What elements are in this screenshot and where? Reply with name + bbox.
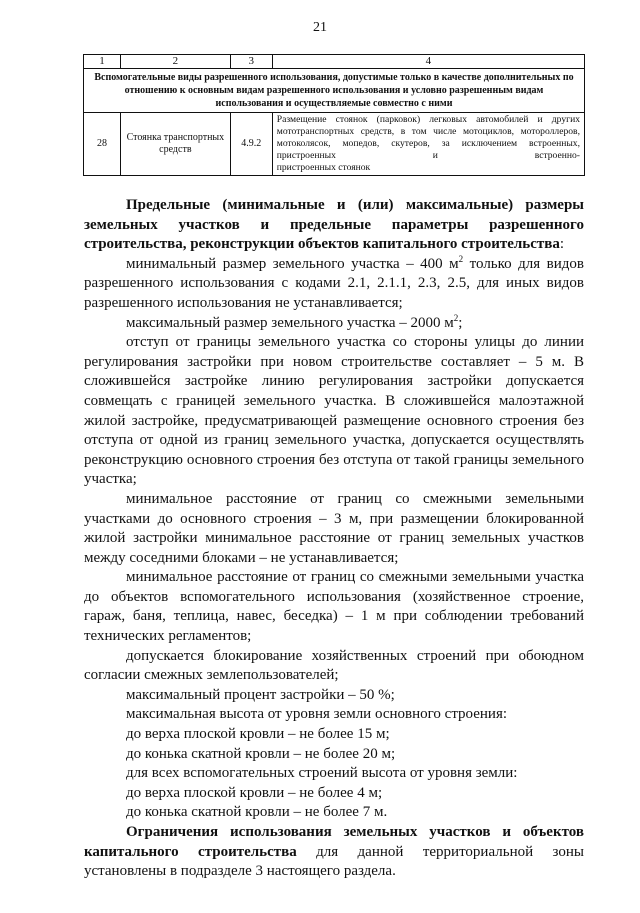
column-header: 4 — [272, 55, 584, 69]
row-number: 28 — [84, 112, 121, 175]
paragraph-flat-roof: до верха плоской кровли – не более 15 м; — [126, 726, 390, 743]
table-section-row — [84, 68, 585, 112]
land-use-table — [83, 54, 585, 176]
description-line: других мототранспортных средств, в том числе мотоциклов, — [276, 113, 580, 137]
table-row — [84, 112, 585, 175]
paragraph-restrictions — [84, 823, 584, 882]
column-header: 3 — [230, 55, 272, 69]
heading-text: Предельные (минимальные и (или) максимальные) размеры земельных участков и предельные параметры разрешенного строительства, реконструкции объектов капитального строительства — [84, 197, 584, 253]
description-line: пристроенных стоянок — [276, 161, 371, 173]
description-line: исключением встроенных, пристроенных и встроенно- — [276, 137, 580, 161]
paragraph-aux-pitched-roof: до конька скатной кровли – не более 7 м. — [126, 804, 388, 821]
section-heading — [84, 196, 584, 255]
text-run: ; — [458, 314, 463, 331]
column-header: 1 — [84, 55, 121, 69]
description-line: Размещение стоянок (парковок) легковых автомобилей и — [276, 113, 543, 125]
text-run: только для видов разрешенного использования с кодами 2.1, 2.1.1, 2.3, 2.5, для иных видов разрешенного использования не устанавливается; — [84, 255, 584, 311]
regulation-text — [84, 196, 584, 882]
use-name: Стоянка транспортных средств — [120, 112, 230, 175]
bold-text: Ограничения использования земельных участков и объектов капитального строительства — [84, 824, 584, 860]
paragraph-max-area — [84, 314, 584, 334]
paragraph-blocking: допускается блокирование хозяйственных строений при обоюдном согласии смежных землепользователей; — [84, 647, 584, 684]
table-header-row — [84, 55, 585, 69]
paragraph-min-area — [84, 255, 584, 314]
use-description — [272, 112, 584, 175]
paragraph-max-height: максимальная высота от уровня земли основного строения: — [126, 706, 508, 723]
text-run: для данной территориальной зоны установлены в подразделе 3 настоящего раздела. — [84, 843, 584, 880]
paragraph-neighbor-distance: минимальное расстояние от границ со смежными земельными участками до основного строения – 3 м, при размещении блокированной жилой застройки минимальное расстояние от границ земельных участков между соседними блоками – не устанавливается; — [84, 490, 584, 566]
superscript: 2 — [453, 312, 459, 323]
paragraph-auxiliary-height: для всех вспомогательных строений высота от уровня земли: — [126, 765, 518, 782]
paragraph-coverage: максимальный процент застройки – 50 %; — [126, 686, 395, 703]
paragraph-pitched-roof: до конька скатной кровли – не более 20 м; — [126, 745, 396, 762]
text-run: минимальный размер земельного участка – 400 м — [126, 255, 459, 272]
section-title: Вспомогательные виды разрешенного использования, допустимые только в качестве дополнительных по отношению к основным видам разрешенного использования и условно разрешенным видам использования и осуществляемые совместно с ними — [84, 68, 585, 112]
column-header: 2 — [120, 55, 230, 69]
page-number: 21 — [313, 20, 327, 35]
paragraph-auxiliary-distance: минимальное расстояние от границ со смежными земельными участка до объектов вспомогательного использования (хозяйственное строение, гараж, баня, теплица, навес, беседка) – 1 м при соблюдении требований технических регламентов; — [84, 569, 584, 645]
paragraph-street-setback: отступ от границы земельного участка со стороны улицы до линии регулирования застройки при новом строительстве составляет – 5 м. В сложившейся застройке линию регулирования застройки допускается совмещать с границей земельного участка. В сложившейся малоэтажной жилой застройке, предусматривающей размещение основного строения без отступа от одной из границ земельного участка, допускается осуществлять реконструкцию основного строения без отступа от такой границы земельного участка; — [84, 334, 584, 488]
superscript: 2 — [458, 253, 464, 264]
use-code: 4.9.2 — [230, 112, 272, 175]
paragraph-aux-flat-roof: до верха плоской кровли – не более 4 м; — [126, 784, 383, 801]
description-line: мотороллеров, мотоколясок, мопедов, скутеров, за — [276, 125, 580, 149]
text-run: максимальный размер земельного участка – 2000 м — [126, 314, 454, 331]
heading-colon: : — [559, 236, 565, 253]
